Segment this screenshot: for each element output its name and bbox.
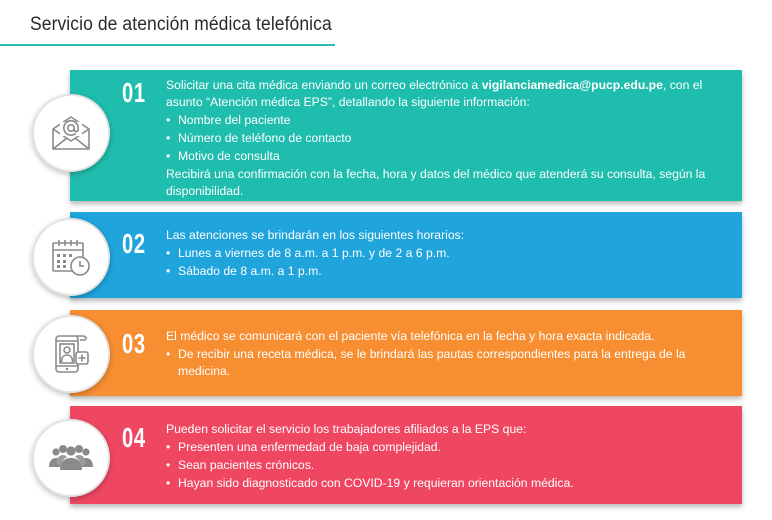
step-intro: Las atenciones se brindarán en los siguientes horarios: [166, 228, 465, 242]
list-item: • Sábado de 8 a.m. a 1 p.m. [166, 263, 728, 280]
step-number: 03 [122, 328, 146, 359]
step-body [166, 328, 728, 381]
intro-text: Solicitar una cita médica enviando un correo electrónico a [166, 78, 482, 92]
title-underline [0, 44, 335, 46]
page-title: Servicio de atención médica telefónica [30, 14, 332, 35]
step-intro: Pueden solicitar el servicio los trabajadores afiliados a la EPS que: [166, 422, 527, 436]
phone-doctor-icon [32, 315, 110, 393]
step-footer: Recibirá una confirmación con la fecha, hora y datos del médico que atenderá su consulta, según la disponibilidad. [166, 167, 706, 198]
step-bullet-list [166, 346, 728, 380]
step-intro: El médico se comunicará con el paciente vía telefónica en la fecha y hora exacta indicada. [166, 329, 655, 343]
step-body [166, 421, 728, 493]
list-item: • Nombre del paciente [166, 112, 728, 129]
step-bullet-list [166, 112, 728, 165]
step-body [166, 77, 728, 200]
list-item: • Sean pacientes crónicos. [166, 457, 728, 474]
step-body [166, 227, 728, 281]
list-item: • De recibir una receta médica, se le brindará las pautas correspondientes para la entrega de la medicina. [166, 346, 728, 380]
list-item: • Número de teléfono de contacto [166, 130, 728, 147]
list-item: • Lunes a viernes de 8 a.m. a 1 p.m. y de 2 a 6 p.m. [166, 245, 728, 262]
step-card-03 [70, 310, 742, 396]
step-bullet-list [166, 439, 728, 492]
email-link[interactable]: vigilanciamedica@pucp.edu.pe [481, 78, 663, 92]
step-bullet-list [166, 245, 728, 280]
step-number: 02 [122, 228, 146, 259]
list-item: • Presenten una enfermedad de baja complejidad. [166, 439, 728, 456]
intro-text-cont: , con el asunto “Atención médica EPS”, detallando la siguiente información: [166, 78, 703, 109]
calendar-clock-icon [32, 218, 110, 296]
people-group-icon [32, 419, 110, 497]
envelope-at-icon [32, 94, 110, 172]
step-card-02 [70, 212, 742, 298]
step-number: 01 [122, 77, 146, 108]
list-item: • Hayan sido diagnosticado con COVID-19 y requieran orientación médica. [166, 475, 728, 492]
step-card-01 [70, 70, 742, 201]
step-intro [166, 77, 728, 111]
list-item: • Motivo de consulta [166, 148, 728, 165]
step-number: 04 [122, 422, 146, 453]
step-card-04 [70, 406, 742, 504]
